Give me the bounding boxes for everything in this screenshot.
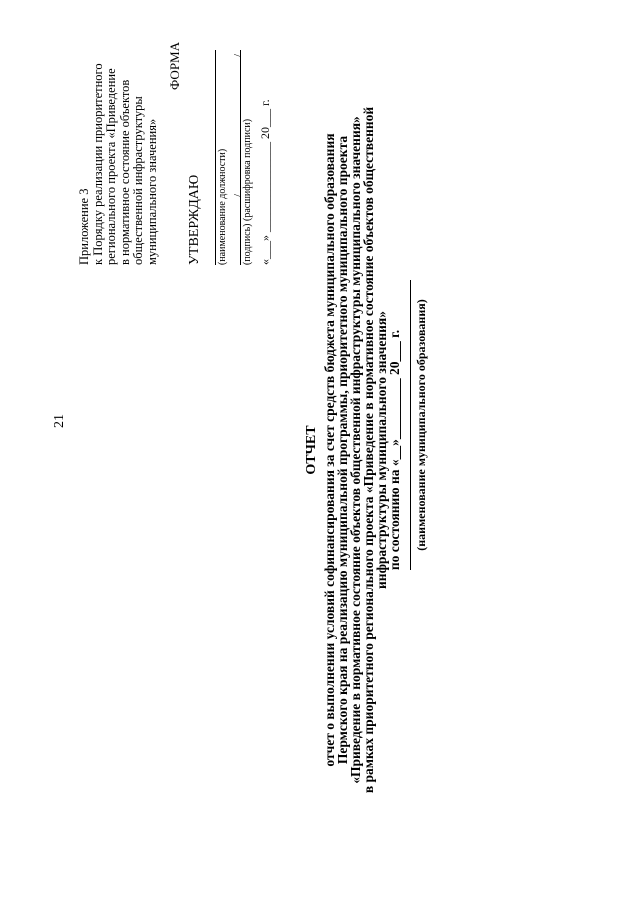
annex-line: муниципального значения» xyxy=(144,118,159,265)
report-title: ОТЧЕТ xyxy=(304,425,319,475)
report-line: Пермского края на реализацию муниципальной программы, приоритетного муниципального проекта xyxy=(335,135,350,765)
position-caption: (наименование должности) xyxy=(217,148,228,265)
report-line: инфраструктуры муниципального значения» xyxy=(374,311,389,589)
rotated-page-content xyxy=(60,40,580,860)
report-line: отчет о выполнении условий софинансирования за счет средств бюджета муниципального образования xyxy=(322,133,337,767)
signature-line xyxy=(240,50,241,265)
report-line: «Приведение в нормативное состояние объектов общественной инфраструктуры муниципального значения» xyxy=(348,116,363,784)
annex-line: общественной инфраструктуры xyxy=(131,96,145,265)
annex-line: к Порядку реализации приоритетного xyxy=(90,63,105,265)
annex-header xyxy=(78,50,159,265)
forma-label: ФОРМА xyxy=(167,42,182,90)
signature-caption: (подпись) (расшифровка подписи) xyxy=(242,118,253,265)
report-line: по состоянию на «__»_________ 20___ г. xyxy=(387,329,402,571)
signature-slash: / xyxy=(232,193,244,197)
municipality-line xyxy=(410,280,411,570)
municipality-caption: (наименование муниципального образования) xyxy=(414,299,428,551)
report-description xyxy=(323,40,401,860)
approval-title: УТВЕРЖДАЮ xyxy=(187,174,202,265)
annex-line: в нормативное состояние объектов xyxy=(117,79,132,265)
approval-date-line: «___» _______________ 20___ г. xyxy=(258,99,272,265)
position-line xyxy=(215,50,216,265)
annex-line: Приложение 3 xyxy=(77,188,91,265)
signature-slash: / xyxy=(232,53,244,57)
page-number: 21 xyxy=(52,414,67,428)
report-line: в рамках приоритетного регионального проекта «Приведение в нормативное состояние объектов общественной xyxy=(361,106,376,794)
annex-line: регионального проекта «Приведение xyxy=(104,68,118,265)
